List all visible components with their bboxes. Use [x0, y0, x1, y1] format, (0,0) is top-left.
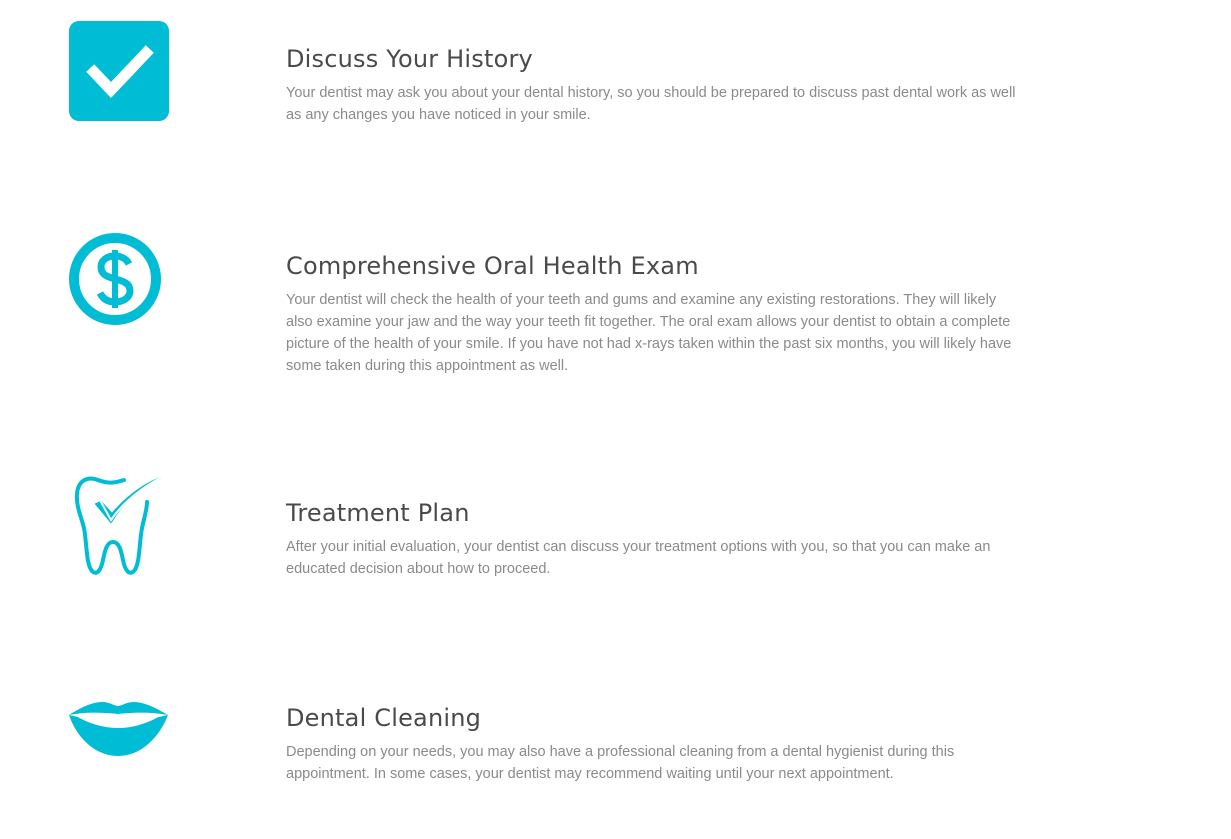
step-title: Comprehensive Oral Health Exam: [286, 252, 699, 280]
step-description: Depending on your needs, you may also have a professional cleaning from a dental hygienist during this appointment. In some cases, your dentist may recommend waiting until your next appointment.: [286, 744, 955, 782]
checkbox-check-icon: [68, 20, 170, 122]
step-description: Your dentist may ask you about your dental history, so you should be prepared to discuss past dental work as well as any changes you have noticed in your smile.: [286, 85, 1016, 123]
step-title: Dental Cleaning: [286, 704, 482, 732]
step-description: After your initial evaluation, your dentist can discuss your treatment options with you, so that you can make an educated decision about how to proceed.: [286, 539, 991, 577]
tooth-check-icon: [68, 472, 170, 574]
dollar-circle-icon: [68, 230, 170, 332]
smile-lips-icon: [68, 690, 170, 792]
step-title: Discuss Your History: [286, 45, 533, 73]
step-description: Your dentist will check the health of your teeth and gums and examine any existing restorations. They will likely also examine your jaw and the way your teeth fit together. The oral exam allows your dentist to obtain a complete picture of the health of your smile. If you have not had x-rays taken within the past six months, you will likely have some taken during this appointment as well.: [286, 292, 1012, 374]
step-title: Treatment Plan: [286, 499, 470, 527]
